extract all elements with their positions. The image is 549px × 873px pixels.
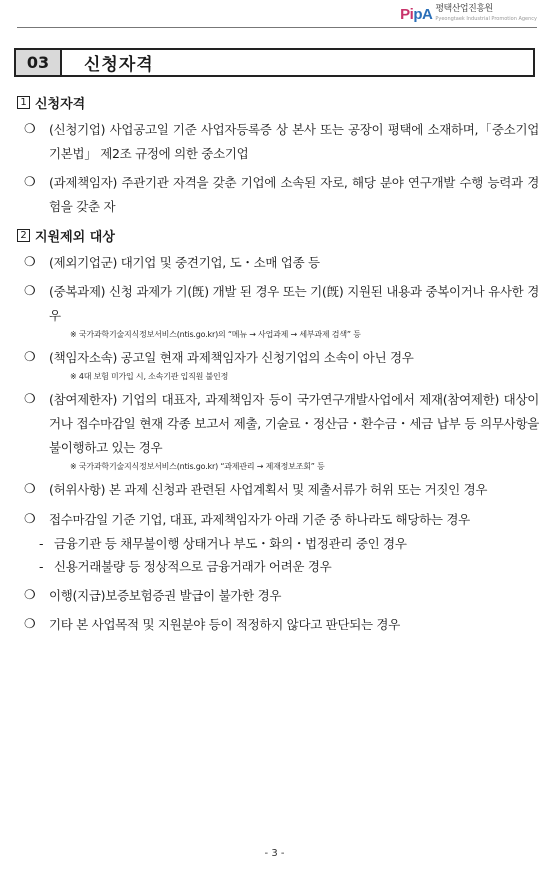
note: ※ 국가과학기술지식정보서비스(ntis.go.kr) “과제관리 → 제재정보조회” 등 [70, 462, 325, 471]
section-number: 03 [16, 50, 62, 75]
bullet: ❍ [24, 392, 36, 407]
logo-mark: PipA [400, 5, 433, 23]
sub-item [17, 532, 539, 555]
bullet: ❍ [24, 350, 36, 365]
item-text: 이행(지급)보증보험증권 발급이 불가한 경우 [49, 588, 282, 603]
header-rule [17, 27, 537, 28]
content [17, 92, 539, 637]
bullet: ❍ [24, 122, 36, 137]
subheading-title: 지원제외 대상 [35, 229, 115, 245]
subheading-exclusions [17, 225, 539, 245]
subheading-number: 1 [17, 96, 30, 109]
sub-item-text: 신용거래불량 등 정상적으로 금융거래가 어려운 경우 [54, 559, 332, 574]
list-item [17, 613, 539, 637]
section-header [14, 48, 535, 77]
bullet: ❍ [24, 512, 36, 527]
item-text: (책임자소속) 공고일 현재 과제책임자가 신청기업의 소속이 아닌 경우 [49, 350, 414, 365]
dash: - [39, 536, 44, 551]
bullet: ❍ [24, 175, 36, 190]
bullet: ❍ [24, 255, 36, 270]
item-text: (중복과제) 신청 과제가 기(旣) 개발 된 경우 또는 기(旣) 지원된 내용과 중복이거나 유사한 경우 [49, 284, 539, 323]
list-item [17, 508, 539, 532]
logo-subtitle: Pyeongtaek Industrial Promotion Agency [435, 16, 537, 22]
item-text: (신청기업) 사업공고일 기준 사업자등록증 상 본사 또는 공장이 평택에 소재하며,「중소기업 기본법」 제2조 규정에 의한 중소기업 [49, 122, 539, 161]
item-text: (과제책임자) 주관기관 자격을 갖춘 기업에 소속된 자로, 해당 분야 연구개발 수행 능력과 경험을 갖춘 자 [49, 175, 539, 214]
logo-text [435, 4, 537, 24]
list-item [17, 171, 539, 219]
note: ※ 4대 보험 미가입 시, 소속기관 입직원 불인정 [70, 372, 229, 381]
item-text: (허위사항) 본 과제 신청과 관련된 사업계획서 및 제출서류가 허위 또는 거짓인 경우 [49, 482, 488, 497]
list-item [17, 118, 539, 166]
item-text: (제외기업군) 대기업 및 중견기업, 도・소매 업종 등 [49, 255, 320, 270]
bullet: ❍ [24, 617, 36, 632]
dash: - [39, 559, 44, 574]
subheading-number: 2 [17, 229, 30, 242]
agency-logo [400, 4, 537, 24]
item-text: (참여제한자) 기업의 대표자, 과제책임자 등이 국가연구개발사업에서 제재(참여제한) 대상이거나 접수마감일 현재 각종 보고서 제출, 기술료・정산금・환수금・세금 납부 등 의무사항을 불이행하고 있는 경우 [49, 392, 539, 455]
bullet: ❍ [24, 588, 36, 603]
bullet: ❍ [24, 482, 36, 497]
subheading-title: 신청자격 [35, 96, 86, 112]
page-number: - 3 - [264, 848, 285, 859]
bullet: ❍ [24, 284, 36, 299]
list-item [17, 251, 539, 275]
list-item [17, 280, 539, 328]
list-item [17, 388, 539, 460]
list-item [17, 584, 539, 608]
note: ※ 국가과학기술지식정보서비스(ntis.go.kr)의 “메뉴 → 사업과제 → 세부과제 검색” 등 [70, 330, 361, 339]
sub-item [17, 555, 539, 578]
item-text: 기타 본 사업목적 및 지원분야 등이 적정하지 않다고 판단되는 경우 [49, 617, 400, 632]
logo-name: 평택산업진흥원 [435, 4, 493, 14]
subheading-eligibility [17, 92, 539, 112]
sub-item-text: 금융기관 등 채무불이행 상태거나 부도・화의・법정관리 중인 경우 [54, 536, 407, 551]
section-title: 신청자격 [84, 55, 154, 75]
item-text: 접수마감일 기준 기업, 대표, 과제책임자가 아래 기준 중 하나라도 해당하는 경우 [49, 512, 470, 527]
list-item [17, 478, 539, 502]
list-item [17, 346, 539, 370]
